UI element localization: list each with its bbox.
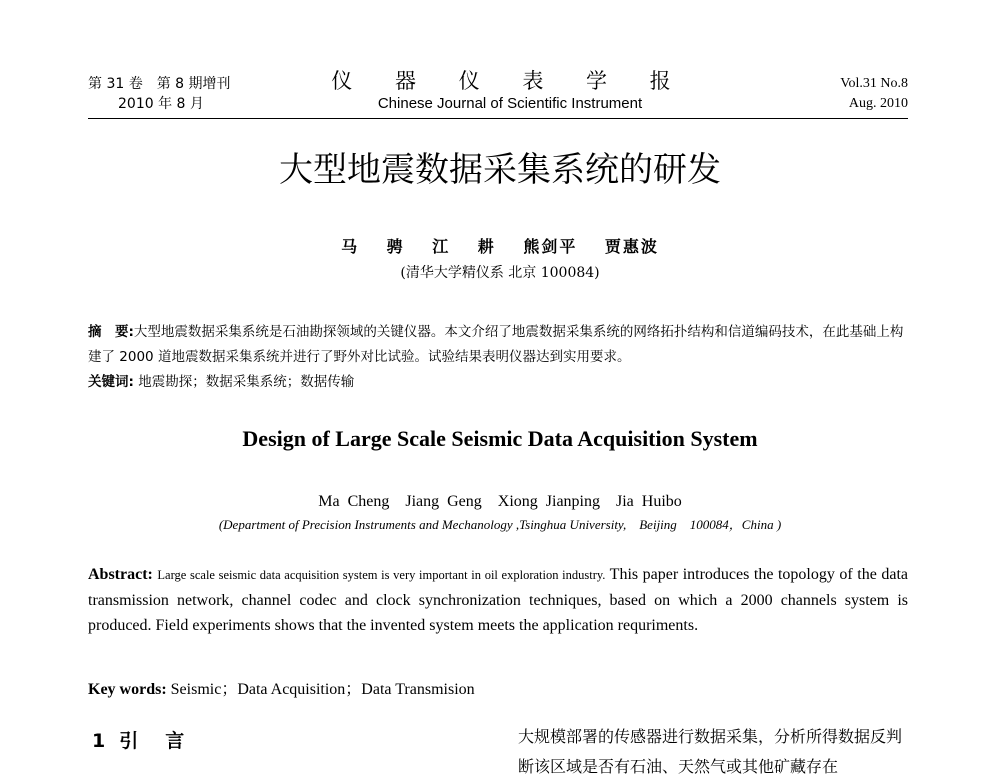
header-right bbox=[840, 74, 908, 114]
abstract-cn bbox=[88, 320, 908, 395]
keywords-en-text: Seismic；Data Acquisition；Data Transmision bbox=[170, 681, 475, 698]
abstract-en-label: Abstract: bbox=[88, 566, 153, 583]
journal-title-en: Chinese Journal of Scientific Instrument bbox=[377, 95, 643, 112]
date-en: Aug. 2010 bbox=[848, 96, 908, 111]
header-center bbox=[330, 68, 690, 114]
date-cn: 2010 年 8 月 bbox=[118, 96, 204, 112]
header-left bbox=[88, 74, 231, 114]
abstract-cn-text: 大型地震数据采集系统是石油勘探领域的关键仪器。本文介绍了地震数据采集系统的网络拓扑结构和信道编码技术，在此基础上构建了 2000 道地震数据采集系统并进行了野外对比试验。试验结果表明仪器达到实用要求。 bbox=[88, 324, 904, 365]
keywords-cn: 地震勘探；数据采集系统；数据传输 bbox=[138, 374, 355, 390]
paper-title-cn: 大型地震数据采集系统的研发 bbox=[279, 150, 721, 190]
abstract-en-text: This paper introduces the topology of the data transmission network, channel codec and clock synchronization techniques, based on which a 2000 channels system is produced. Field experiments shows that the invented system meets the application requriments. bbox=[88, 566, 909, 634]
abstract-cn-label: 摘 要: bbox=[88, 324, 134, 340]
journal-title-cn: 仪 器 仪 表 学 报 bbox=[331, 69, 689, 93]
affiliation-cn: (清华大学精仪系 北京 100084) bbox=[400, 265, 600, 281]
body-text-right: 大规模部署的传感器进行数据采集，分析所得数据反判断该区域是否有石油、天然气或其他矿藏存在 bbox=[518, 727, 903, 776]
abstract-en bbox=[88, 562, 908, 638]
vol-no: Vol.31 No.8 bbox=[840, 76, 908, 91]
section-number: 1 bbox=[92, 730, 110, 752]
keywords-en bbox=[88, 676, 475, 699]
affiliation-en: (Department of Precision Instruments and Mechanology ,Tsinghua University, Beijing 100084，China ) bbox=[218, 517, 782, 532]
section-title: 引 言 bbox=[119, 730, 189, 752]
abstract-en-lead: Large scale seismic data acquisition system is very important in oil exploration industry. bbox=[157, 568, 606, 582]
paper-title-en: Design of Large Scale Seismic Data Acquisition System bbox=[242, 426, 758, 451]
section-heading bbox=[92, 726, 188, 753]
keywords-cn-label: 关键词: bbox=[88, 374, 134, 390]
authors-cn: 马 骋 江 耕 熊剑平 贾惠波 bbox=[341, 237, 659, 256]
authors-en: Ma Cheng Jiang Geng Xiong Jianping Jia Huibo bbox=[318, 493, 682, 510]
volume-issue: 第 31 卷 第 8 期增刊 bbox=[88, 76, 231, 92]
keywords-en-label: Key words: bbox=[88, 681, 167, 698]
header-rule bbox=[88, 118, 908, 119]
